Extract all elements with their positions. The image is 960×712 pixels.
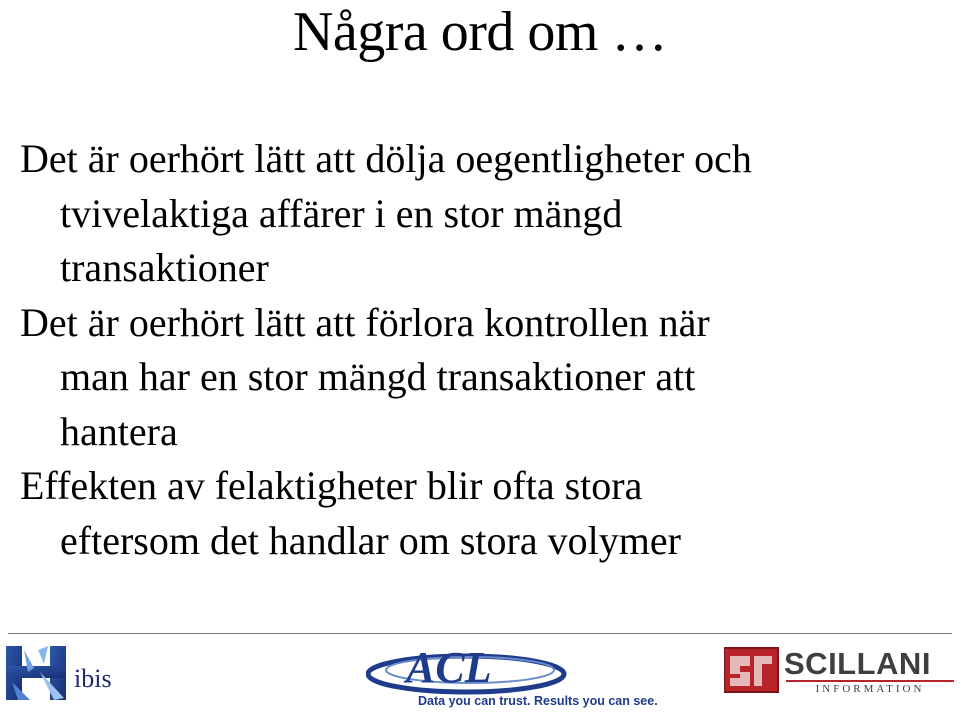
slide-title: Några ord om … bbox=[292, 1, 667, 63]
bullet-line: tvivelaktiga affärer i en stor mängd bbox=[60, 190, 623, 236]
bullet-line: Det är oerhört lätt att dölja oegentligheter och bbox=[20, 136, 752, 181]
bullet-item bbox=[20, 459, 950, 568]
bullet-line: man har en stor mängd transaktioner att bbox=[60, 354, 696, 399]
acl-tagline: Data you can trust. Results you can see. bbox=[418, 694, 658, 708]
bullet-line: eftersom det handlar om stora volymer bbox=[60, 517, 681, 563]
acl-wordmark: ACL bbox=[406, 643, 492, 692]
bullet-item bbox=[20, 296, 950, 460]
bullet-line: hantera bbox=[60, 408, 178, 454]
scillani-emblem-icon bbox=[724, 646, 780, 694]
scillani-wordmark: SCILLANI bbox=[784, 646, 931, 681]
hibis-logo bbox=[4, 642, 114, 704]
bullet-item bbox=[20, 132, 950, 296]
scillani-subtitle: INFORMATION bbox=[786, 680, 954, 695]
bullet-line: Effekten av felaktigheter blir ofta stora bbox=[20, 463, 643, 508]
acl-logo bbox=[366, 640, 658, 710]
footer-divider bbox=[8, 633, 952, 634]
hibis-h-icon bbox=[4, 642, 76, 704]
hibis-wordmark: ibis bbox=[74, 664, 112, 693]
scillani-logo bbox=[724, 646, 956, 698]
bullet-line: transaktioner bbox=[60, 245, 269, 290]
bullet-list bbox=[20, 132, 950, 568]
acl-swoosh-icon bbox=[366, 640, 636, 696]
bullet-line: Det är oerhört lätt att förlora kontrollen när bbox=[20, 299, 710, 345]
